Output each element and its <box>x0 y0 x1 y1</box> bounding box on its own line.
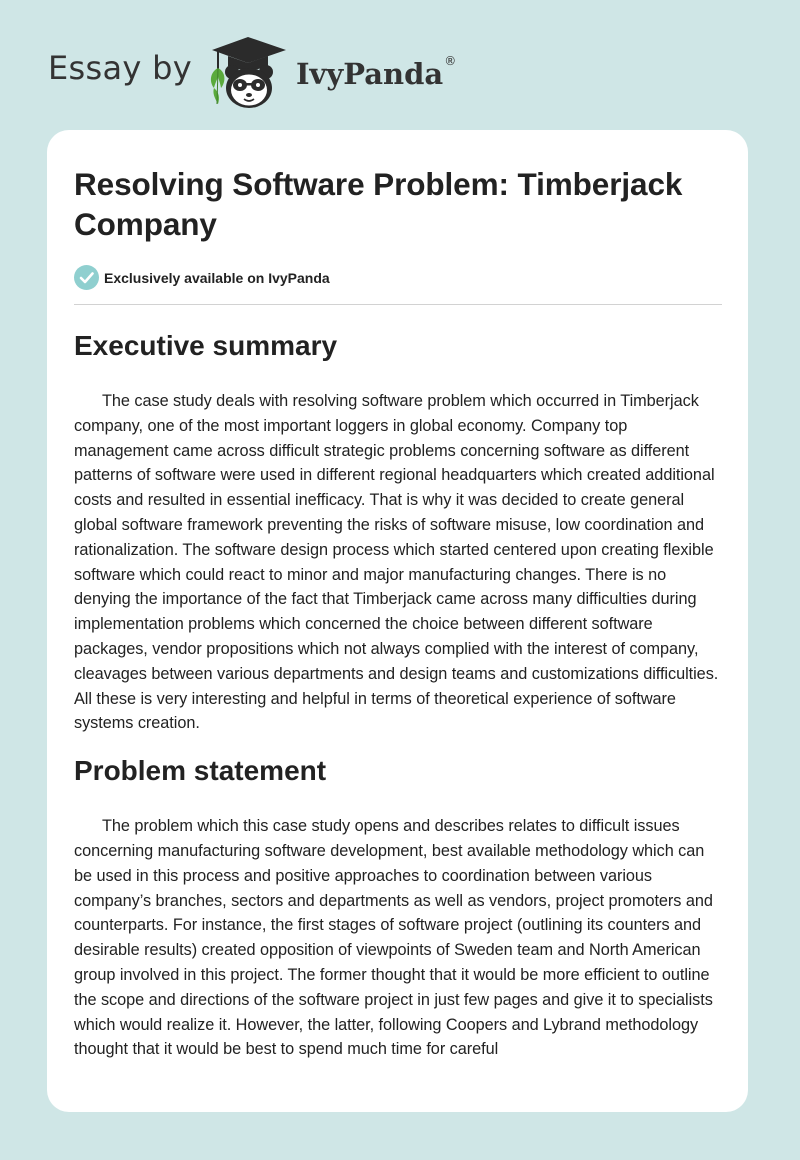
panda-graduation-cap-icon[interactable] <box>202 34 294 110</box>
check-circle-icon <box>74 265 99 290</box>
section-paragraph: The case study deals with resolving software problem which occurred in Timberjack company, one of the most important loggers in global economy. Company top management came across difficult strategic problems concerning software as different patterns of software were used in different regional headquarters which created additional costs and resulted in essential inefficacy. That is why it was decided to create general global software framework preventing the risks of software misuse, low coordination and rationalization. The software design process which started centered upon creating flexible software which could react to minor and major manufacturing changes. There is no denying the importance of the fact that Timberjack came across many difficulties during implementation problems which concerned the choice between different software packages, vendor propositions which not always complied with the interest of company, cleavages between various departments and design teams and customizations difficulties. All these is very interesting and helpful in terms of theoretical experience of software systems creation. <box>74 392 719 733</box>
badge-text: Exclusively available on IvyPanda <box>104 269 330 286</box>
brand-prefix: Essay by <box>48 49 192 87</box>
section-problem-statement <box>74 754 722 1062</box>
site-header <box>48 34 456 110</box>
divider <box>74 304 722 305</box>
exclusive-badge <box>74 265 722 290</box>
article-card <box>47 130 748 1112</box>
section-executive-summary <box>74 329 722 736</box>
section-heading: Executive summary <box>74 330 338 361</box>
section-heading: Problem statement <box>74 755 327 787</box>
registered-mark: ® <box>444 54 457 68</box>
brand-name[interactable]: IvyPanda <box>295 57 444 91</box>
section-paragraph: The problem which this case study opens and describes relates to difficult issues concerning manufacturing software development, best available methodology which can be used in this process and positive approaches to coordination between various company’s branches, sectors and departments as well as vendors, project promoters and counterparts. For instance, the first stages of software project (outlining its counters and desirable results) created opposition of viewpoints of Sweden team and North American group involved in this project. The former thought that it would be more efficient to outline the scope and directions of the software project in just few pages and give it to specialists which would realize it. However, the latter, following Coopers and Lybrand methodology thought that it would be best to spend much time for careful <box>74 817 713 1059</box>
page-title: Resolving Software Problem: Timberjack Company <box>74 166 683 242</box>
